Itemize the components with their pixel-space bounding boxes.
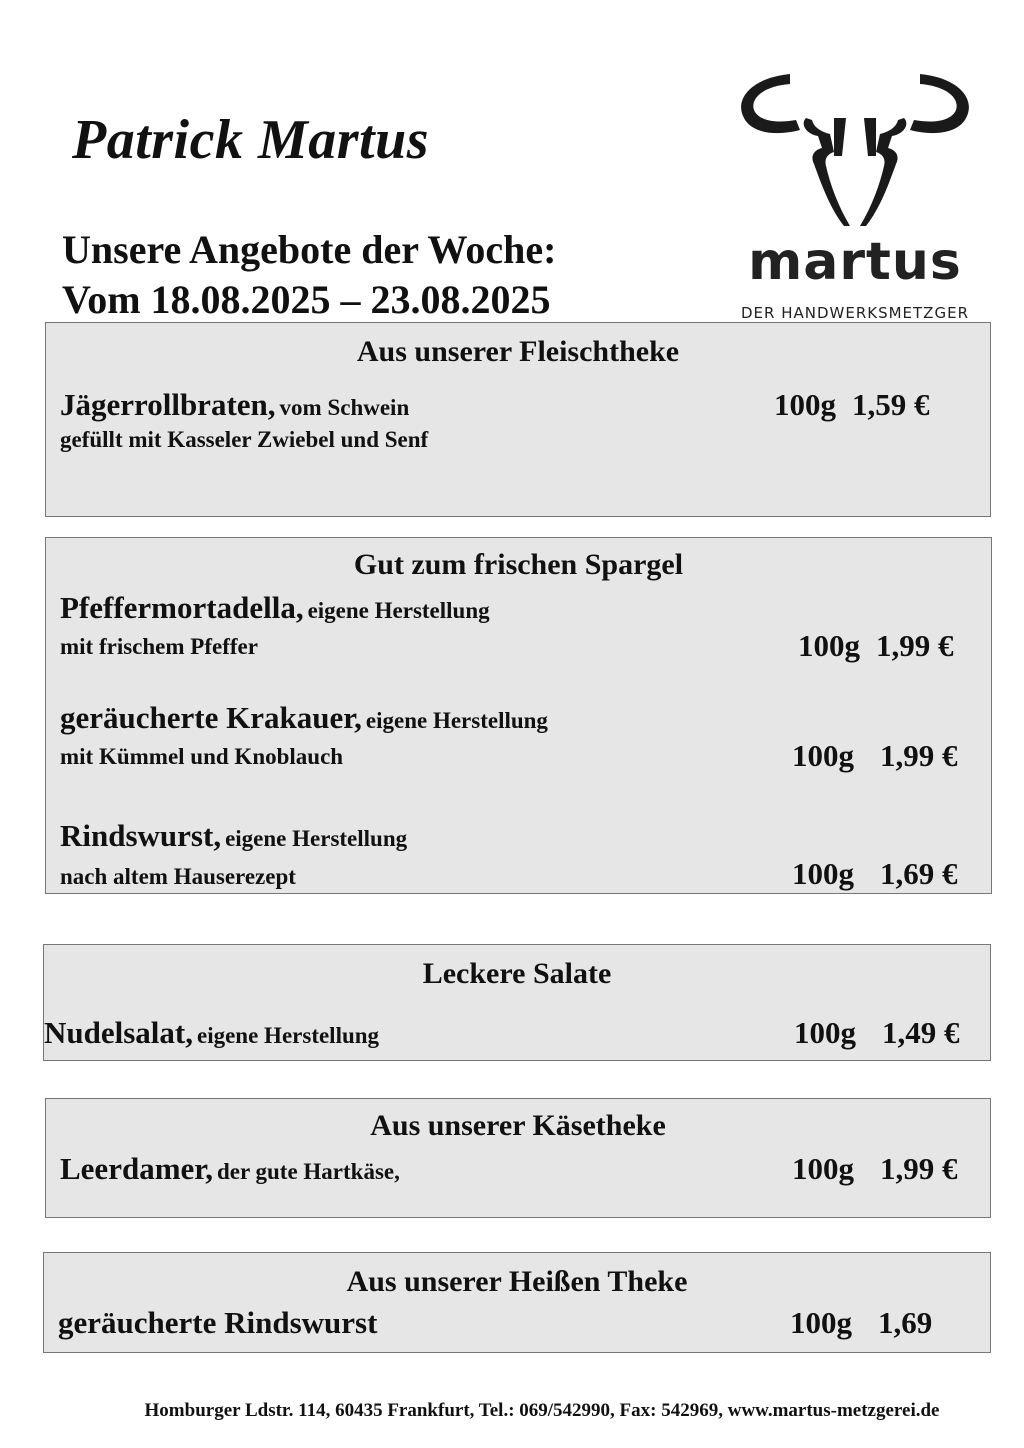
offers-heading: Unsere Angebote der Woche:	[62, 227, 557, 272]
price-value: 1,59 €	[852, 387, 930, 422]
product-price	[794, 1015, 960, 1051]
section-title: Aus unserer Heißen Theke	[346, 1265, 688, 1298]
price-value: 1,99 €	[880, 1151, 958, 1186]
product-subdesc: nach altem Hauserezept	[60, 864, 296, 889]
product-name-line	[60, 1151, 400, 1187]
product-name: Rindswurst,	[60, 818, 222, 853]
section-fleischtheke	[45, 322, 991, 517]
price-unit: 100g	[774, 387, 836, 422]
section-salate	[43, 944, 991, 1061]
price-unit: 100g	[792, 738, 854, 773]
product-name: geräucherte Rindswurst	[58, 1305, 378, 1340]
price-unit: 100g	[792, 1151, 854, 1186]
price-value: 1,69 €	[880, 856, 958, 891]
section-heisse-theke	[43, 1252, 991, 1353]
product-desc: eigene Herstellung	[225, 826, 408, 851]
price-value: 1,99 €	[876, 628, 954, 663]
product-subdesc: gefüllt mit Kasseler Zwiebel und Senf	[60, 427, 429, 452]
product-subdesc: mit frischem Pfeffer	[60, 634, 258, 659]
product-name-line	[60, 590, 490, 626]
product-name: Pfeffermortadella,	[60, 590, 304, 625]
price-unit: 100g	[790, 1305, 852, 1340]
product-price	[774, 387, 930, 423]
section-title: Aus unserer Käsetheke	[370, 1109, 666, 1142]
price-value: 1,49 €	[882, 1015, 960, 1050]
product-subdesc: mit Kümmel und Knoblauch	[60, 744, 344, 769]
product-price	[792, 856, 958, 892]
product-desc: vom Schwein	[279, 395, 410, 420]
logo-subtitle: DER HANDWERKSMETZGER	[740, 304, 969, 322]
product-name-line	[60, 818, 407, 854]
product-name: geräucherte Krakauer,	[60, 700, 362, 735]
product-desc: eigene Herstellung	[197, 1023, 380, 1048]
section-title: Aus unserer Fleischtheke	[356, 335, 680, 368]
price-unit: 100g	[792, 856, 854, 891]
product-price	[792, 738, 958, 774]
martus-logo	[730, 60, 980, 326]
product-price	[792, 1151, 958, 1187]
price-unit: 100g	[794, 1015, 856, 1050]
price-value: 1,69	[878, 1305, 933, 1340]
product-name: Leerdamer,	[60, 1151, 213, 1186]
product-name: Nudelsalat,	[44, 1015, 193, 1050]
footer-address: Homburger Ldstr. 114, 60435 Frankfurt, Tel.: 069/542990, Fax: 542969, www.martus-metzgerei.de	[144, 1400, 940, 1421]
section-spargel	[45, 537, 992, 894]
product-desc: eigene Herstellung	[365, 708, 548, 733]
date-range: Vom 18.08.2025 – 23.08.2025	[62, 277, 551, 322]
price-value: 1,99 €	[880, 738, 958, 773]
product-price	[798, 628, 954, 664]
product-price	[790, 1305, 932, 1341]
section-title: Gut zum frischen Spargel	[353, 548, 684, 581]
product-desc: der gute Hartkäse,	[216, 1159, 400, 1184]
product-name-line	[60, 700, 548, 736]
product-name-line	[58, 1305, 377, 1341]
bull-head-icon	[730, 60, 980, 230]
product-name-line	[60, 387, 409, 423]
product-name: Jägerrollbraten,	[60, 387, 276, 422]
price-unit: 100g	[798, 628, 860, 663]
owner-name: Patrick Martus	[72, 109, 430, 171]
product-name-line	[44, 1015, 379, 1051]
logo-wordmark: martus	[748, 232, 962, 292]
product-desc: eigene Herstellung	[307, 598, 490, 623]
section-kaesetheke	[45, 1098, 991, 1218]
section-title: Leckere Salate	[422, 957, 612, 990]
